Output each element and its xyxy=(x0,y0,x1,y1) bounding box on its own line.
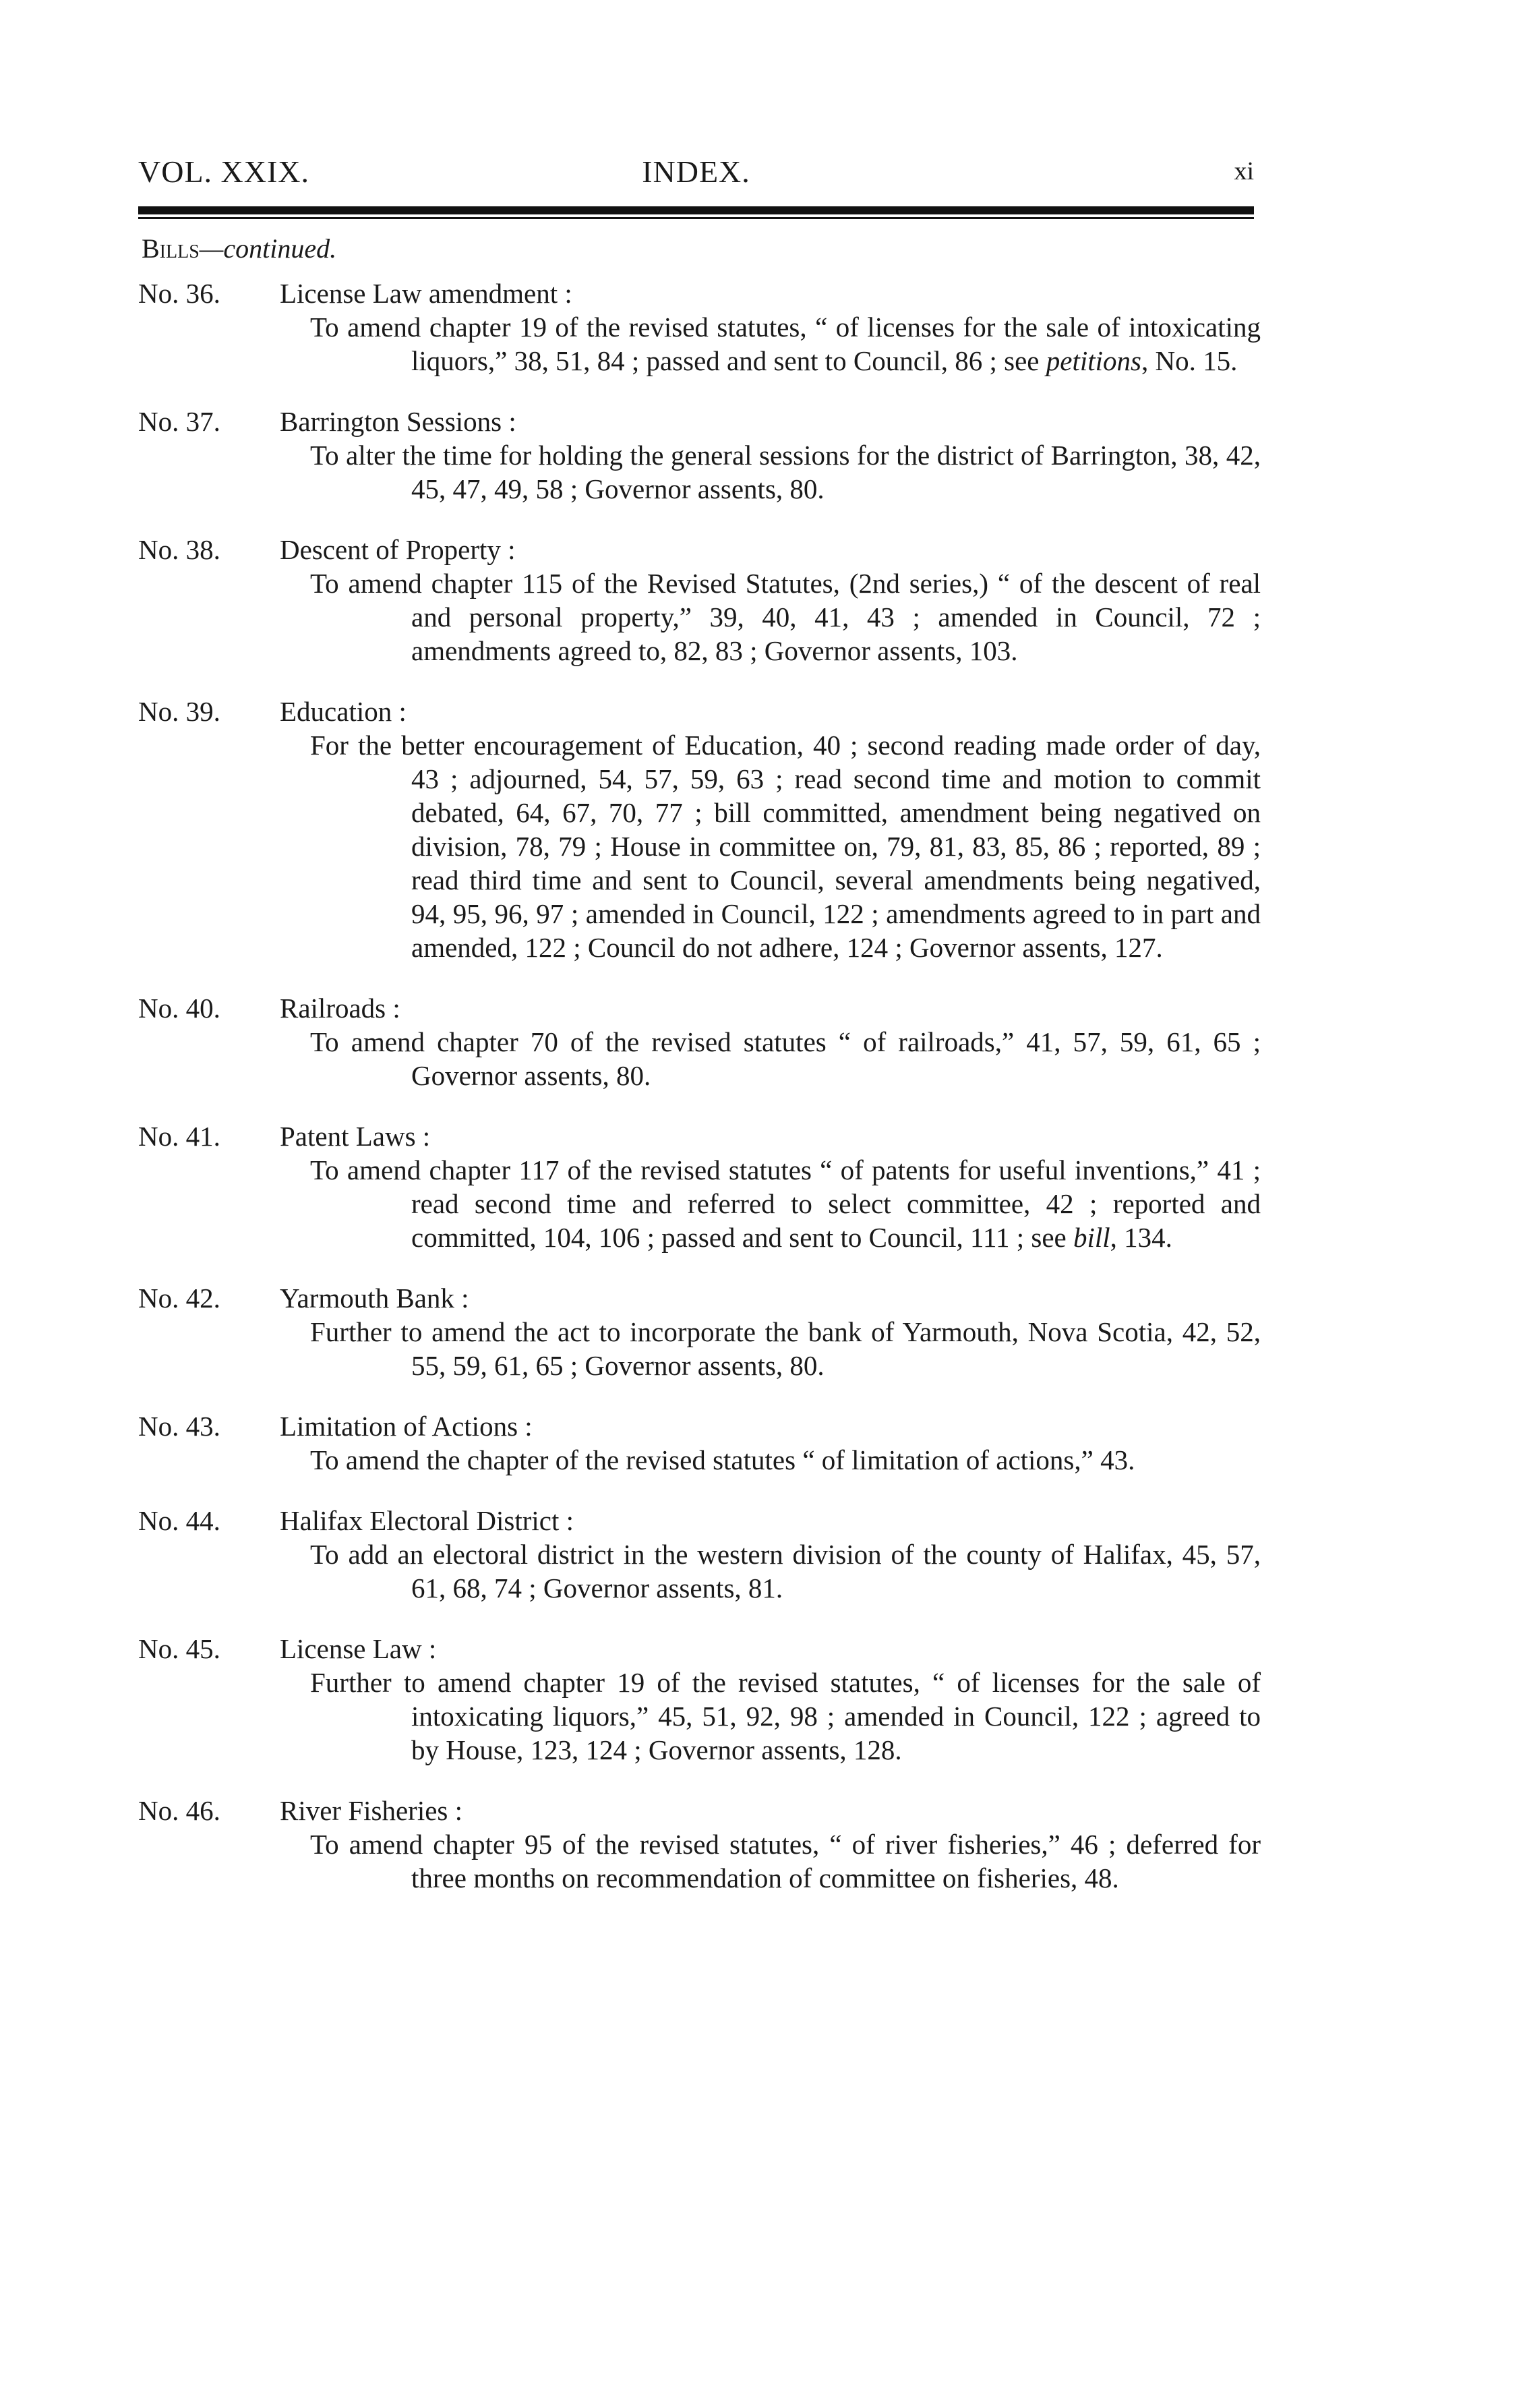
header-rule-thin xyxy=(138,217,1254,219)
entry-body-text: To amend chapter 95 of the revised statutes, “ of river fisheries,” 46 ; deferred for three months on recommendation of committee on fisheries, 48. xyxy=(310,1829,1261,1893)
entry-body xyxy=(310,1827,1261,1895)
entry-title: Education : xyxy=(280,696,407,727)
entry-body-text: To add an electoral district in the western division of the county of Halifax, 45, 57, 61, 68, 74 ; Governor assents, 81. xyxy=(310,1539,1261,1604)
section-heading xyxy=(142,233,336,264)
entry-body-tail: , No. 15. xyxy=(1141,345,1238,376)
entry-number: No. 42. xyxy=(138,1283,220,1314)
index-entry xyxy=(138,1119,1261,1254)
entry-body xyxy=(310,1153,1261,1254)
index-entry xyxy=(138,276,1261,378)
entry-title: Railroads : xyxy=(280,993,400,1024)
entry-body-text: Further to amend chapter 19 of the revised statutes, “ of licenses for the sale of intoxicating liquors,” 45, 51, 92, 98 ; amended in Council, 122 ; agreed to by House, 123, 124 ; Governor assents, 128. xyxy=(310,1667,1261,1765)
entry-number: No. 44. xyxy=(138,1505,220,1536)
entry-body xyxy=(310,1537,1261,1605)
index-entries xyxy=(138,276,1261,1922)
index-entry xyxy=(138,695,1261,964)
index-title: INDEX. xyxy=(642,154,750,189)
entry-cross-reference: bill xyxy=(1073,1222,1110,1253)
entry-number: No. 46. xyxy=(138,1795,220,1826)
entry-cross-reference: petitions xyxy=(1046,345,1141,376)
entry-body xyxy=(310,728,1261,964)
volume-label: VOL. XXIX. xyxy=(138,154,310,189)
running-header xyxy=(138,154,1254,201)
entry-body-text: To amend chapter 19 of the revised statutes, “ of licenses for the sale of intoxicating liquors,” 38, 51, 84 ; passed and sent to Council, 86 ; see xyxy=(310,312,1261,376)
entry-number: No. 45. xyxy=(138,1633,220,1664)
entry-title: Halifax Electoral District : xyxy=(280,1505,574,1536)
entry-body xyxy=(310,1666,1261,1767)
index-entry xyxy=(138,1794,1261,1895)
entry-number: No. 36. xyxy=(138,278,220,309)
entry-title: License Law amendment : xyxy=(280,278,572,309)
entry-title: Barrington Sessions : xyxy=(280,406,516,437)
entry-body xyxy=(310,1025,1261,1092)
entry-body-text: To amend chapter 70 of the revised statutes “ of railroads,” 41, 57, 59, 61, 65 ; Governor assents, 80. xyxy=(310,1026,1261,1091)
entry-body-text: To alter the time for holding the general sessions for the district of Barrington, 38, 42, 45, 47, 49, 58 ; Governor assents, 80. xyxy=(310,440,1261,504)
entry-title: Yarmouth Bank : xyxy=(280,1283,469,1314)
entry-body xyxy=(310,1315,1261,1382)
index-entry xyxy=(138,1409,1261,1477)
entry-body-text: To amend chapter 115 of the Revised Statutes, (2nd series,) “ of the descent of real and personal property,” 39, 40, 41, 43 ; amended in Council, 72 ; amendments agreed to, 82, 83 ; Governor assents, 103. xyxy=(310,568,1261,666)
entry-number: No. 37. xyxy=(138,406,220,437)
entry-title: License Law : xyxy=(280,1633,437,1664)
entry-number: No. 39. xyxy=(138,696,220,727)
index-entry xyxy=(138,991,1261,1092)
entry-body-text: To amend the chapter of the revised statutes “ of limitation of actions,” 43. xyxy=(310,1444,1135,1475)
entry-title: Limitation of Actions : xyxy=(280,1411,533,1442)
entry-number: No. 41. xyxy=(138,1121,220,1152)
entry-title: River Fisheries : xyxy=(280,1795,463,1826)
entry-body xyxy=(310,1443,1261,1477)
entry-body xyxy=(310,566,1261,668)
entry-number: No. 38. xyxy=(138,534,220,565)
entry-body-text: To amend chapter 117 of the revised statutes “ of patents for useful inventions,” 41 ; read second time and referred to select committee, 42 ; reported and committed, 104, 106 ; passed and sent to Council, 111 ; see xyxy=(310,1154,1261,1253)
entry-body xyxy=(310,310,1261,378)
index-entry xyxy=(138,405,1261,506)
index-entry xyxy=(138,1281,1261,1382)
index-entry xyxy=(138,533,1261,668)
entry-title: Patent Laws : xyxy=(280,1121,431,1152)
section-heading-suffix: —continued. xyxy=(199,233,337,264)
entry-number: No. 43. xyxy=(138,1411,220,1442)
index-entry xyxy=(138,1504,1261,1605)
entry-body-text: Further to amend the act to incorporate the bank of Yarmouth, Nova Scotia, 42, 52, 55, 59, 61, 65 ; Governor assents, 80. xyxy=(310,1316,1261,1381)
entry-number: No. 40. xyxy=(138,993,220,1024)
section-heading-main: Bills xyxy=(142,233,200,264)
entry-title: Descent of Property : xyxy=(280,534,516,565)
entry-body-tail: , 134. xyxy=(1110,1222,1172,1253)
entry-body-text: For the better encouragement of Education, 40 ; second reading made order of day, 43 ; adjourned, 54, 57, 59, 63 ; read second time and motion to commit debated, 64, 67, 70, 77 ; bill committed, amendment being negatived on division, 78, 79 ; House in committee on, 79, 81, 83, 85, 86 ; reported, 89 ; read third time and sent to Council, several amendments being negatived, 94, 95, 96, 97 ; amended in Council, 122 ; amendments agreed to in part and amended, 122 ; Council do not adhere, 124 ; Governor assents, 127. xyxy=(310,730,1261,963)
header-rule xyxy=(138,206,1254,214)
index-entry xyxy=(138,1632,1261,1767)
entry-body xyxy=(310,438,1261,506)
page-number: xi xyxy=(1234,157,1254,185)
